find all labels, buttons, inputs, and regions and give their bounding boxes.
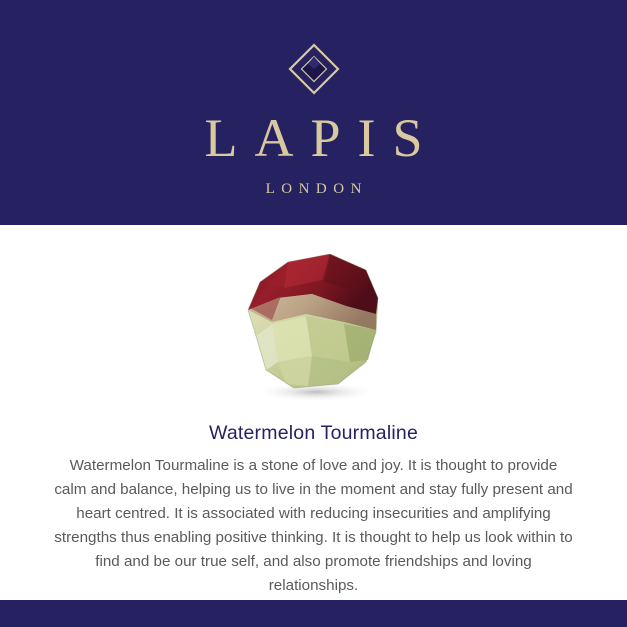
brand-name: LAPIS	[204, 108, 440, 168]
brand-tagline: LONDON	[265, 180, 368, 197]
diamond-logo-icon	[287, 42, 341, 96]
stone-content	[0, 225, 627, 600]
stone-description: Watermelon Tourmaline is a stone of love and joy. It is thought to provide calm and balance, helping us to live in the moment and stay fully present and heart centred. It is associated with reducing insecurities and amplifying strengths thus enabling positive thinking. It is thought to help us look within to find and be our true self, and also promote friendships and loving relationships.	[54, 457, 573, 594]
brand-header	[0, 0, 627, 225]
stone-image	[226, 240, 402, 406]
stone-title: Watermelon Tourmaline	[208, 422, 419, 444]
footer-band	[0, 600, 627, 627]
